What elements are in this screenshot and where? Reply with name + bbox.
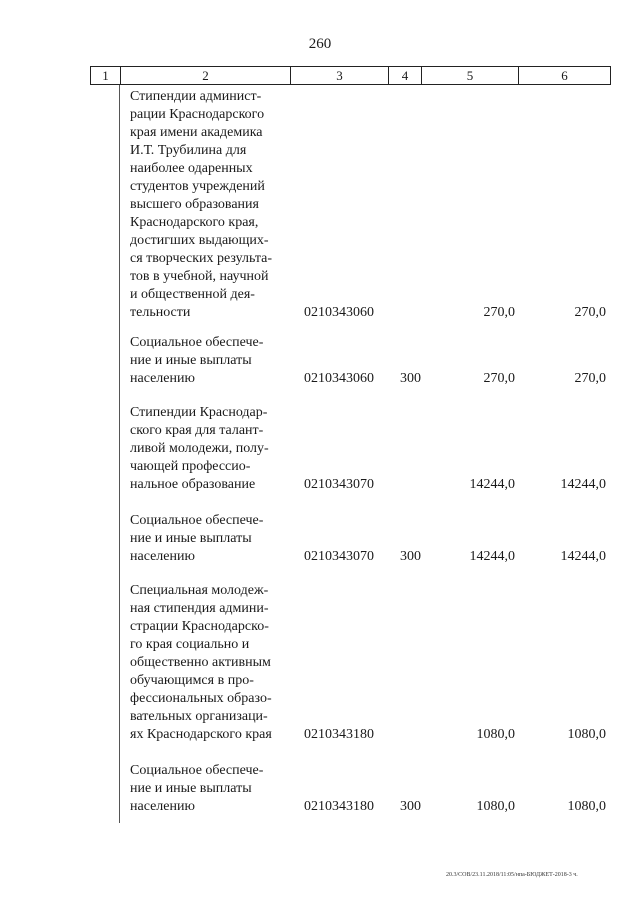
amount-col-6: 14244,0 [560,477,606,492]
amount-col-5: 1080,0 [476,799,515,814]
header-col-2: 2 [120,67,290,84]
description-line: Стипендии Краснодар- [130,405,268,420]
description-line: ние и иные выплаты [130,781,252,796]
description-line: населению [130,371,195,386]
expense-type-code: 300 [400,549,421,564]
amount-col-5: 1080,0 [476,727,515,742]
target-article-code: 0210343060 [304,371,374,386]
row-description [130,762,286,816]
description-line: Социальное обеспече- [130,335,264,350]
description-line: высшего образования [130,197,259,212]
page-number: 260 [308,36,332,52]
target-article-code: 0210343060 [304,305,374,320]
header-col-3: 3 [290,67,388,84]
description-line: населению [130,549,195,564]
description-line: чающей профессио- [130,459,251,474]
description-line: Краснодарского края, [130,215,259,230]
description-line: ях Краснодарского края [130,727,272,742]
target-article-code: 0210343180 [304,727,374,742]
amount-col-6: 14244,0 [560,549,606,564]
description-line: и общественной дея- [130,287,255,302]
description-line: ние и иные выплаты [130,531,252,546]
description-line: Специальная молодеж- [130,583,269,598]
target-article-code: 0210343180 [304,799,374,814]
amount-col-6: 270,0 [574,305,606,320]
document-footer: 20.3/СОВ/23.11.2018/11:05/нпа-БЮДЖЕТ-2018-3 ч. [446,872,578,878]
description-line: достигших выдающих- [130,233,269,248]
row-description [130,582,286,744]
description-line: наиболее одаренных [130,161,253,176]
header-col-4: 4 [388,67,421,84]
description-line: ная стипендия админи- [130,601,269,616]
description-line: И.Т. Трубилина для [130,143,247,158]
description-line: ние и иные выплаты [130,353,252,368]
description-line: Социальное обеспече- [130,763,264,778]
amount-col-5: 14244,0 [469,477,515,492]
amount-col-5: 270,0 [483,305,515,320]
description-line: фессиональных образо- [130,691,272,706]
amount-col-6: 1080,0 [567,727,606,742]
description-line: ского края для талант- [130,423,264,438]
description-line: ливой молодежи, полу- [130,441,269,456]
header-col-6: 6 [518,67,610,84]
description-line: Стипендии админист- [130,89,262,104]
target-article-code: 0210343070 [304,549,374,564]
row-description [130,404,286,494]
amount-col-5: 270,0 [483,371,515,386]
description-line: обучающимся в про- [130,673,254,688]
row-description [130,512,286,566]
amount-col-5: 14244,0 [469,549,515,564]
header-col-5: 5 [421,67,518,84]
amount-col-6: 1080,0 [567,799,606,814]
table-left-border [119,85,120,823]
description-line: нальное образование [130,477,256,492]
description-line: тов в учебной, научной [130,269,269,284]
description-line: населению [130,799,195,814]
header-col-1: 1 [102,68,109,83]
description-line: рации Краснодарского [130,107,265,122]
row-description [130,88,286,322]
row-description [130,334,286,388]
description-line: Социальное обеспече- [130,513,264,528]
description-line: ся творческих результа- [130,251,273,266]
description-line: студентов учреждений [130,179,265,194]
target-article-code: 0210343070 [304,477,374,492]
expense-type-code: 300 [400,371,421,386]
description-line: тельности [130,305,191,320]
description-line: страции Краснодарско- [130,619,269,634]
description-line: края имени академика [130,125,263,140]
amount-col-6: 270,0 [574,371,606,386]
description-line: общественно активным [130,655,271,670]
expense-type-code: 300 [400,799,421,814]
description-line: вательных организаци- [130,709,268,724]
table-header [90,66,611,85]
description-line: го края социально и [130,637,250,652]
